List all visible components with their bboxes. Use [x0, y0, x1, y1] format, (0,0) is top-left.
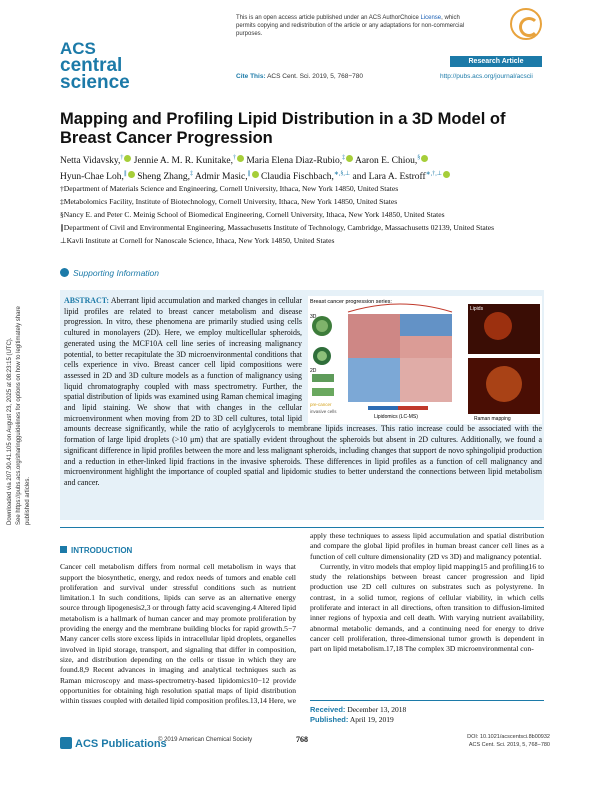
orcid-icon[interactable]: [128, 171, 135, 178]
cite-line: Cite This: ACS Cent. Sci. 2019, 5, 768−780: [236, 73, 364, 80]
toc-figure: [308, 296, 542, 424]
divider: [60, 527, 544, 528]
orcid-icon[interactable]: [421, 155, 428, 162]
supporting-info-link[interactable]: Supporting Information: [60, 268, 159, 278]
orcid-icon[interactable]: [237, 155, 244, 162]
affiliation: §Nancy E. and Peter C. Meinig School of Biomedical Engineering, Cornell University, Ithaca, New York 14850, United States: [60, 210, 445, 219]
sharing-note: See https://pubs.acs.org/sharingguidelines for options on how to legitimately share published articles.: [16, 306, 31, 525]
orcid-icon[interactable]: [252, 171, 259, 178]
publication-dates: Received: December 13, 2018 Published: April 19, 2019: [310, 700, 544, 725]
intro-heading: INTRODUCTION: [60, 546, 296, 556]
acs-publications-logo: ACS Publications: [60, 737, 167, 750]
abstract-text: Aberrant lipid accumulation and marked changes in cellular lipid profiles are related to breast cancer metabolism and disease progression. In vitro, these phenomena are primarily studied using cells cultured in monolayers (2D). Here, we employ multicellular spheroids, generated using the MCF10A cell line series of increasing malignancy potential, to better recapitulate the 3D microenvironmental conditions that cells experience in vivo. Breast cancer cell lipid compositions were assessed in 2D and 3D culture models as a function of malignancy using liquid chromatography coupled with mass spectrometry. Further, the spatial distribution of lipids was examined using Raman chemical imaging and lipid staining. We show that with changes in the cellular microenvironment when moving from 2D to 3D cell cultures, total lipid amounts decrease significantly, while the ratio of acylglycerols to membrane lipids increases. This ratio increase could be associated with the formation of large lipid droplets (>10 μm) that are spatially evident throughout the spheroids but absent in 2D cultures. Additionally, we found a significant difference in lipid profiles between the more and less malignant spheroids, including changes that support de novo sphingolipid production and a reduction in ether-linked lipid fractions in the invasive spheroids. These differences in lipid profiles as a function of cell malignancy and microenvironment highlight the importance of coupled spatial and lipidomic studies to better understand the connections between lipid metabolism and cancer.: [64, 296, 542, 487]
open-access-note: This is an open access article published under an ACS AuthorChoice License, which permits copying and redistribution of the article or any adaptations for non-commercial purposes.: [236, 15, 465, 37]
orcid-icon[interactable]: [443, 171, 450, 178]
page-number: 768: [296, 735, 308, 744]
toc-3d-label: 3D: [310, 314, 317, 320]
journal-logo: ACS central science: [60, 39, 130, 93]
download-sidebar: [6, 285, 34, 525]
license-link[interactable]: License: [420, 15, 442, 21]
body-column-left: [60, 546, 296, 706]
toc-lipids-label: Lipids: [470, 306, 484, 312]
open-access-icon: [510, 8, 542, 40]
article-type-badge: Research Article: [450, 56, 542, 67]
download-note: Downloaded via 207.90.41.105 on August 23, 2025 at 08:23:15 (UTC).: [7, 337, 13, 525]
toc-invasive-label: invasive cells: [310, 409, 337, 414]
abstract-label: ABSTRACT:: [64, 296, 110, 305]
paragraph: Currently, in vitro models that employ lipid mapping15 and profiling16 to study the relationships between breast cancer progression and lipid production use 2D cell cultures on substrates such as polystyrene. In contrast, in a solid tumor, regions of cellular viability, in which cells proliferate and interact in all directions, often transition to diffusion-limited inner regions of hypoxia and cell death. With varying nutrient availability, abnormal metabolic demands, and a continuing need for energy to drive cancer cell proliferation, three-dimensional tumor growth is dependent in part on lipid metabolism.17,18 The complex 3D microenvironmental con-: [310, 561, 544, 654]
affiliation: ∥Department of Civil and Environmental Engineering, Massachusetts Institute of Technology, Cambridge, Massachusetts 02139, United States: [60, 223, 495, 232]
copyright: © 2019 American Chemical Society: [158, 737, 253, 743]
paper-title: Mapping and Profiling Lipid Distribution in a 3D Model of Breast Cancer Progression: [60, 110, 506, 147]
affiliation: ‡Metabolomics Facility, Institute of Biotechnology, Cornell University, Ithaca, New York 14850, United States: [60, 197, 398, 206]
doi-block: DOI: 10.1021/acscentsci.8b00932 ACS Cent. Sci. 2019, 5, 768−780: [460, 733, 550, 749]
toc-graphic: [308, 296, 542, 424]
abstract: [64, 296, 542, 489]
affiliations: [60, 183, 540, 248]
journal-url[interactable]: http://pubs.acs.org/journal/acscii: [440, 73, 533, 80]
heatmap: [348, 314, 452, 402]
supporting-info-icon: [60, 268, 69, 277]
toc-precancer-label: pre-cancer: [310, 402, 332, 407]
author-list: Netta Vidavsky,† Jennie A. M. R. Kunitake,† Maria Elena Diaz-Rubio,‡ Aaron E. Chiou,§ Hyun-Chae Loh,∥ Sheng Zhang,‡ Admir Masic,∥ Claudia Fischbach,∗,§,⊥ and Lara A. Estroff∗,†,⊥: [60, 152, 540, 184]
toc-series-label: Breast cancer progression series:: [310, 299, 392, 305]
affiliation: †Department of Materials Science and Engineering, Cornell University, Ithaca, New York 14850, United States: [60, 184, 399, 193]
toc-2d-label: 2D: [310, 368, 317, 374]
paragraph: Cancer cell metabolism differs from normal cell metabolism in ways that support the biosynthetic, energy, and redox needs of tumors and enable cell proliferation and survival under stressful conditions such as nutrient limitation.1 In such conditions, lipids can serve as an alternative energy source through lipogenesis2,3 or through fatty acid scavenging.4 Altered lipid metabolism is a hallmark of human cancer and may promote proliferation by providing the energy and the membrane building blocks for rapid growth.5−7 Many cancer cells store excess lipids in intracellular lipid droplets, organelles involved in lipid storage, transport, and signaling that differ in composition, size, and distribution depending on the cells or tissue in which they are found.8,9 Recent advances in imaging and analytical techniques such as Raman microscopy and mass-spectrometry-based lipidomics10−12 provide opportunities for obtaining high resolution spatial maps of lipid distribution within tissues coupled with detailed lipid composition profiles.13,14 Here, we: [60, 562, 297, 706]
paragraph: apply these techniques to assess lipid accumulation and spatial distribution and compare the global lipid profiles in human breast cancer cell lines as a function of cell culture dimensionality (2D vs 3D) and malignancy potential.: [310, 531, 544, 561]
toc-lipidomics-label: Lipidomics (LC-MS): [374, 414, 418, 420]
acs-icon: [60, 737, 72, 749]
orcid-icon[interactable]: [346, 155, 353, 162]
toc-raman-label: Raman mapping: [474, 416, 511, 422]
doi-link[interactable]: DOI: 10.1021/acscentsci.8b00932: [467, 734, 550, 740]
body-column-right: [310, 531, 544, 655]
orcid-icon[interactable]: [124, 155, 131, 162]
affiliation: ⊥Kavli Institute at Cornell for Nanoscale Science, Ithaca, New York 14850, United States: [60, 236, 335, 245]
